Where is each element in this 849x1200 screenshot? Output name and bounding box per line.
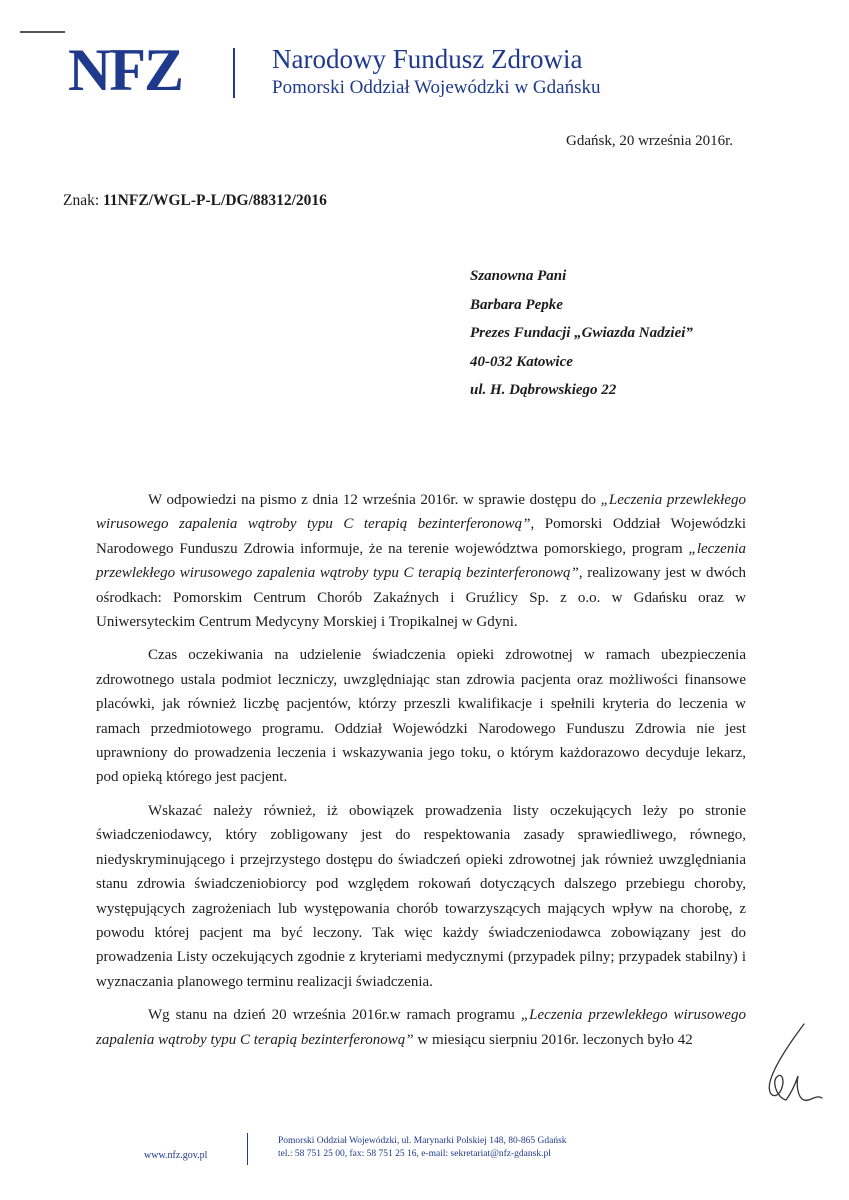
p1-text-c: , Pomorski Oddział Wojewódzki Narodowego Funduszu Zdrowia informuje, że na terenie województwa pomorskiego, program: [96, 516, 746, 557]
footer-divider: [247, 1133, 248, 1165]
addressee-block: [470, 262, 693, 405]
p4-program-name: „Leczenia przewlekłego wirusowego zapalenia wątroby typu C terapią bezinterferonową”: [96, 1007, 747, 1048]
org-branch: Pomorski Oddział Wojewódzki w Gdańsku: [272, 77, 601, 98]
footer-address-line: Pomorski Oddział Wojewódzki, ul. Marynarki Polskiej 148, 80-865 Gdańsk: [278, 1136, 567, 1146]
addressee-name: Barbara Pepke: [470, 296, 563, 313]
p1-text-a: W odpowiedzi na pismo z dnia 12 września 2016r. w sprawie dostępu do: [148, 492, 601, 508]
addressee-title: Prezes Fundacji „Gwiazda Nadziei”: [470, 325, 693, 342]
p4-text-a: Wg stanu na dzień 20 września 2016r.w ramach programu: [148, 1007, 521, 1024]
p4-text-c: w miesiącu sierpniu 2016r. leczonych było 42: [413, 1031, 693, 1048]
footer-contact-line: tel.: 58 751 25 00, fax: 58 751 25 16, e-mail: sekretariat@nfz-gdansk.pl: [278, 1149, 551, 1159]
paragraph-1: [96, 488, 746, 634]
paragraph-3: Wskazać należy również, iż obowiązek prowadzenia listy oczekujących leży po stronie świadczeniodawcy, który zobligowany jest do respektowania zasady sprawiedliwego, równego, niedyskryminującego i przejrzystego dostępu do świadczeń opieki zdrowotnej jak również uwzględniania stanu zdrowia świadczeniobiorcy pod względem rokowań dotyczących dalszego przebiegu choroby, występujących zagrożeniach lub występowania chorób towarzyszących mających wpływ na chorobę, z powodu której pacjent ma być leczony. Tak więc każdy świadczeniodawca zobowiązany jest do prowadzenia Listy oczekujących zgodnie z kryteriami medycznymi (przypadek pilny; przypadek stabilny) i wyznaczania planowego terminu realizacji świadczenia.: [96, 802, 746, 990]
letter-body: [96, 488, 746, 1052]
nfz-logo: NFZ: [68, 37, 182, 103]
p1-text-e: , realizowany jest w dwóch ośrodkach: Pomorskim Centrum Chorób Zakaźnych i Gruźlicy Sp. z o.o. w Gdańsku oraz w Uniwersyteckim Centrum Medycyny Morskiej i Tropikalnej w Gdyni.: [96, 565, 746, 631]
footer-url: www.nfz.gov.pl: [144, 1150, 208, 1161]
scan-mark: [20, 31, 65, 33]
handwritten-signature: [752, 1020, 832, 1110]
addressee-salutation: Szanowna Pani: [470, 268, 567, 284]
p1-program-name: „Leczenia przewlekłego wirusowego zapalenia wątroby typu C terapią bezinterferonową”: [96, 492, 746, 533]
p1-program-name-2: „leczenia przewlekłego wirusowego zapalenia wątroby typu C terapią bezinterferonową”: [96, 540, 746, 582]
reference-prefix: Znak:: [63, 192, 104, 209]
org-name: Narodowy Fundusz Zdrowia: [272, 44, 583, 74]
header-divider: [233, 48, 235, 98]
reference-value: 11NFZ/WGL-P-L/DG/88312/2016: [103, 192, 327, 209]
letter-date: Gdańsk, 20 września 2016r.: [566, 133, 734, 149]
reference-number: [63, 192, 327, 210]
addressee-city: 40-032 Katowice: [470, 353, 573, 370]
paragraph-4: [96, 1003, 746, 1052]
paragraph-2: Czas oczekiwania na udzielenie świadczenia opieki zdrowotnej w ramach ubezpieczenia zdrowotnego ustala podmiot leczniczy, uwzględniając stan zdrowia pacjenta oraz możliwości finansowe placówki, jak również liczbę pacjentów, którzy przeszli kwalifikacje i spełnili kryteria do leczenia w ramach przedmiotowego programu. Oddział Wojewódzki Narodowego Funduszu Zdrowia nie jest uprawniony do prowadzenia leczenia i wskazywania jego toku, o którym każdorazowo decyduje lekarz, pod opieką którego jest pacjent.: [96, 647, 746, 786]
footer-address: [278, 1135, 567, 1161]
addressee-street: ul. H. Dąbrowskiego 22: [470, 382, 617, 399]
